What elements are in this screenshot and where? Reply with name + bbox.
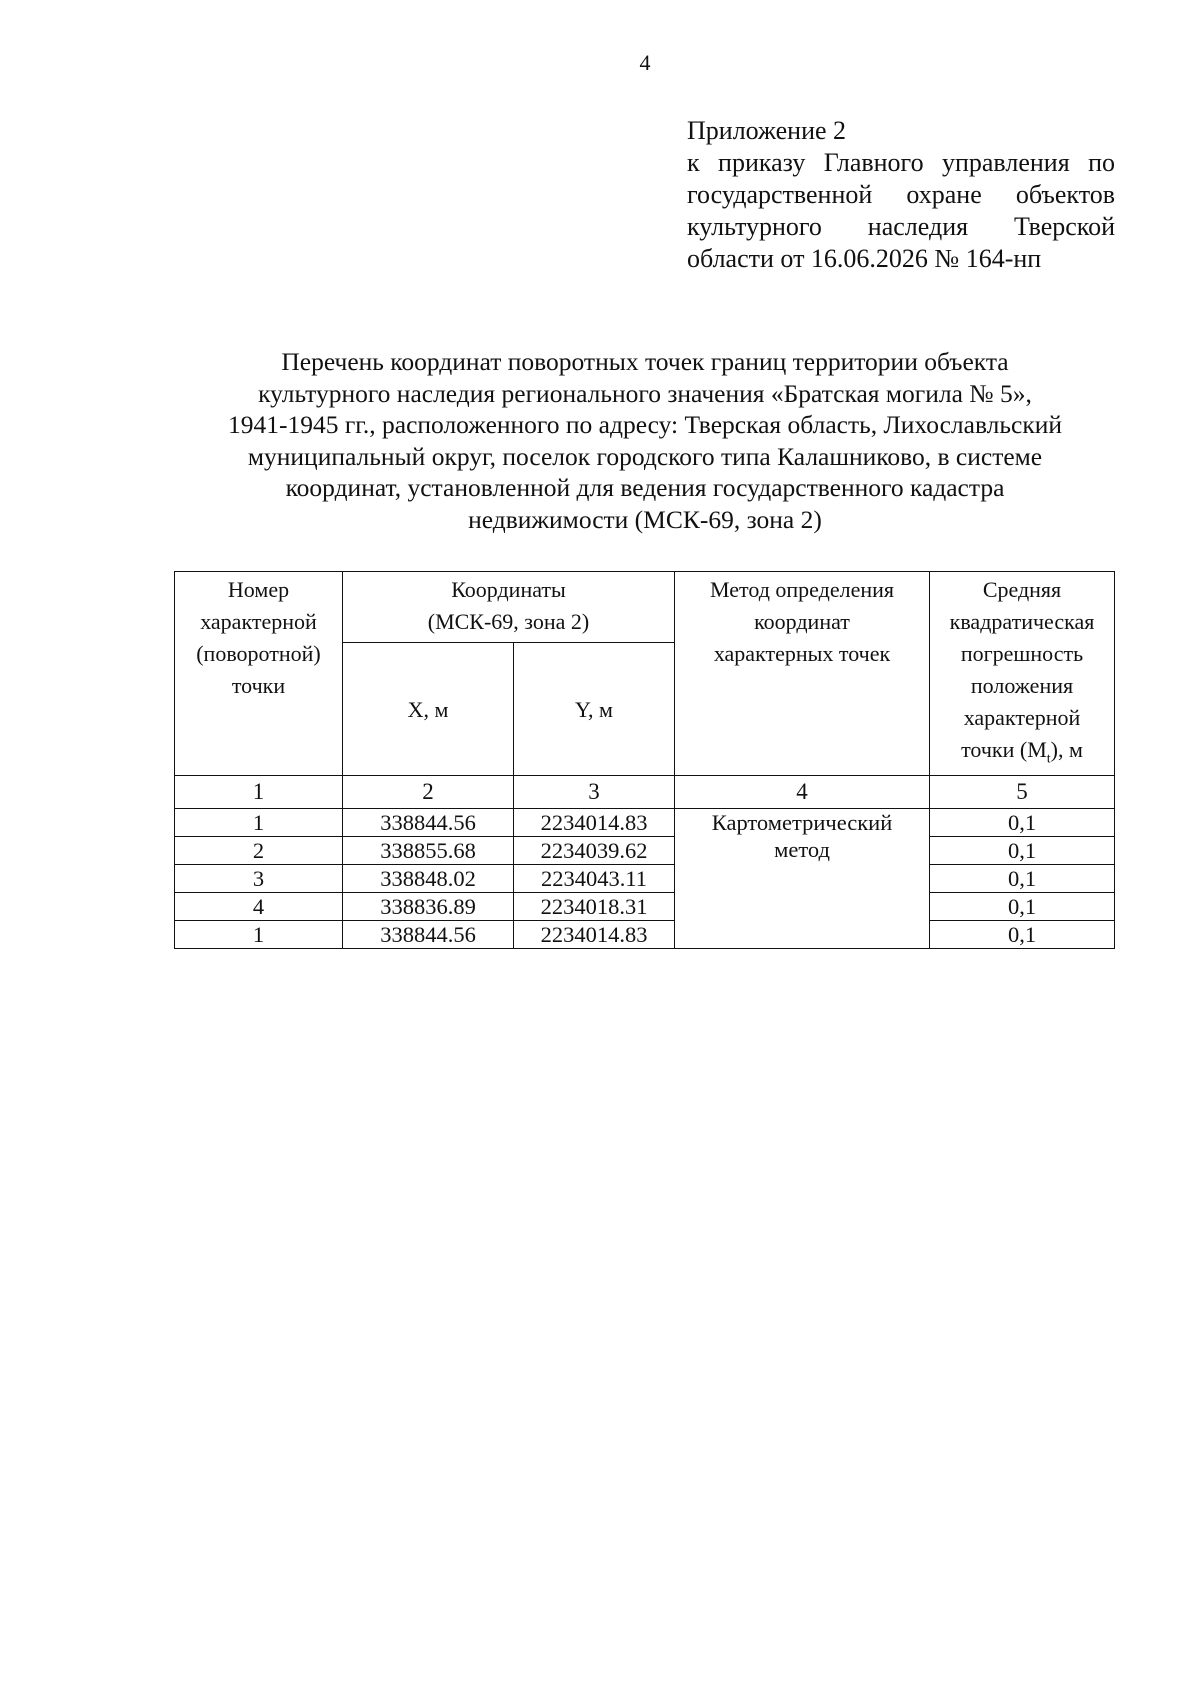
error-cell: 0,1 bbox=[930, 921, 1115, 949]
table-row bbox=[175, 837, 1115, 865]
column-number: 5 bbox=[930, 776, 1115, 809]
table-row bbox=[175, 865, 1115, 893]
title-line: Перечень координат поворотных точек границ территории объекта bbox=[281, 347, 1009, 376]
error-cell: 0,1 bbox=[930, 865, 1115, 893]
title-line: культурного наследия регионального значения «Братская могила № 5», bbox=[258, 378, 1032, 408]
y-cell: 2234018.31 bbox=[514, 893, 675, 921]
error-cell: 0,1 bbox=[930, 837, 1115, 865]
point-number-cell: 2 bbox=[175, 837, 343, 865]
column-number: 1 bbox=[175, 776, 343, 809]
title-line: муниципальный округ, поселок городского типа Калашниково, в системе bbox=[247, 441, 1043, 471]
appendix-line: области от 16.06.2026 № 164-нп bbox=[687, 244, 1042, 273]
error-cell: 0,1 bbox=[930, 893, 1115, 921]
title-line: координат, установленной для ведения государственного кадастра bbox=[285, 473, 1005, 502]
table-header-row bbox=[175, 572, 1115, 643]
title-line: недвижимости (МСК-69, зона 2) bbox=[468, 504, 822, 534]
x-cell: 338844.56 bbox=[343, 809, 514, 837]
header-y: Y, м bbox=[514, 642, 675, 776]
appendix-line: культурного наследия Тверской bbox=[687, 212, 1115, 241]
appendix-line: государственной охране объектов bbox=[687, 180, 1115, 209]
point-number-cell: 3 bbox=[175, 865, 343, 893]
column-number: 2 bbox=[343, 776, 514, 809]
y-cell: 2234014.83 bbox=[514, 921, 675, 949]
appendix-note bbox=[687, 115, 1115, 275]
y-cell: 2234014.83 bbox=[514, 809, 675, 837]
coordinates-table bbox=[174, 571, 1115, 949]
table-row bbox=[175, 921, 1115, 949]
header-coordinates: Координаты (МСК-69, зона 2) bbox=[343, 572, 675, 643]
x-cell: 338848.02 bbox=[343, 865, 514, 893]
y-cell: 2234039.62 bbox=[514, 837, 675, 865]
page-number: 4 bbox=[639, 50, 651, 75]
error-cell: 0,1 bbox=[930, 809, 1115, 837]
method-cell: Картометрический метод bbox=[675, 809, 930, 949]
column-number: 4 bbox=[675, 776, 930, 809]
column-number: 3 bbox=[514, 776, 675, 809]
header-error: Средняя квадратическая погрешность положения характерной точки $(M_t)$, м bbox=[930, 572, 1115, 776]
x-cell: 338836.89 bbox=[343, 893, 514, 921]
header-point-number: Номер характерной (поворотной) точки bbox=[175, 572, 343, 776]
header-x: X, м bbox=[343, 642, 514, 776]
document-title bbox=[165, 346, 1125, 535]
column-number-row bbox=[175, 776, 1115, 809]
appendix-line: Приложение 2 bbox=[687, 116, 847, 145]
point-number-cell: 4 bbox=[175, 893, 343, 921]
point-number-cell: 1 bbox=[175, 921, 343, 949]
x-cell: 338844.56 bbox=[343, 921, 514, 949]
x-cell: 338855.68 bbox=[343, 837, 514, 865]
table-row bbox=[175, 893, 1115, 921]
y-cell: 2234043.11 bbox=[514, 865, 675, 893]
point-number-cell: 1 bbox=[175, 809, 343, 837]
header-method: Метод определения координат характерных точек bbox=[675, 572, 930, 776]
table-row bbox=[175, 809, 1115, 837]
appendix-line: к приказу Главного управления по bbox=[687, 148, 1115, 177]
title-line: 1941-1945 гг., расположенного по адресу: Тверская область, Лихославльский bbox=[227, 410, 1063, 439]
